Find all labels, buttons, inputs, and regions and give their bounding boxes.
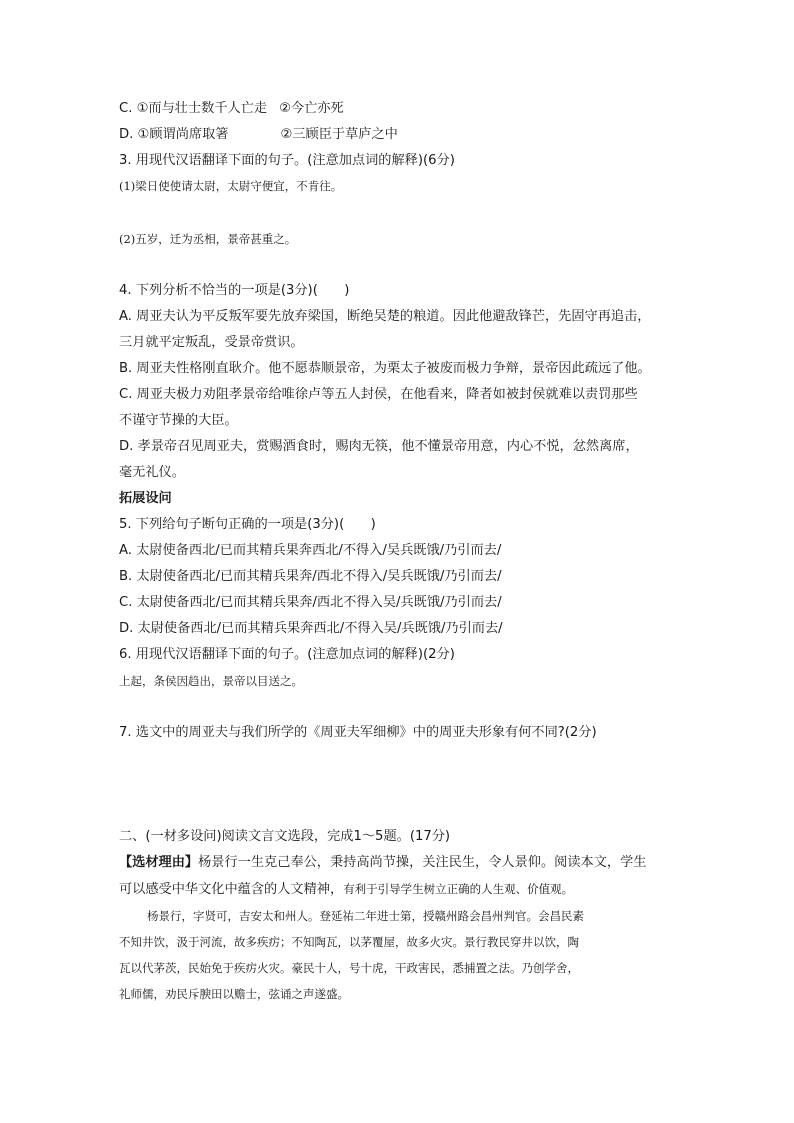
q3-sentence-1: (1)梁日使使请太尉，太尉守便宜，不肯往。: [119, 179, 343, 193]
q4-option-c-line1: C. 周亚夫极力劝阻孝景帝给唯徐卢等五人封侯，在他看来，降者如被封侯就难以责罚那些: [119, 387, 638, 402]
q4-option-d-line1: D. 孝景帝召见周亚夫，赏赐酒食时，赐肉无筷，他不懂景帝用意，内心不悦，忿然离席，: [119, 439, 639, 454]
q2-option-c: [119, 100, 344, 118]
q3-stem: 3. 用现代汉语翻译下面的句子。(注意加点词的解释)(6分): [119, 153, 455, 168]
q5-option-c: C. 太尉使备西北/已而其精兵果奔/西北不得入吴/兵既饿/乃引而去/: [119, 595, 502, 610]
q4-option-b: B. 周亚夫性格刚直耿介。他不愿恭顺景帝，为栗太子被废而极力争辩，景帝因此疏远了他。: [119, 361, 651, 376]
q4-option-d-line2: 毫无礼仪。: [119, 465, 185, 480]
q5-option-a: A. 太尉使备西北/已而其精兵果奔西北/不得入/吴兵既饿/乃引而去/: [119, 543, 502, 558]
passage-line-3: 瓦以代茅茨，民始免于疾疠火灾。豪民十人，号十虎，干政害民，悉捕置之法。乃创学舍，: [119, 961, 579, 975]
passage-line-1: 杨景行，字贤可，吉安太和州人。登延祐二年进士第，授赣州路会昌州判官。会昌民素: [147, 909, 584, 923]
reason-label: 【选材理由】: [119, 855, 199, 870]
q2-option-c-part2: ②今亡亦死: [279, 101, 344, 116]
q3-sentence-2: (2)五岁，迁为丞相，景帝甚重之。: [119, 232, 297, 246]
q7-stem: 7. 选文中的周亚夫与我们所学的《周亚夫军细柳》中的周亚夫形象有何不同?(2分): [119, 725, 597, 740]
reason-text-1: 杨景行一生克己奉公，秉持高尚节操，关注民生，令人景仰。阅读本文，学生: [198, 855, 647, 870]
q2-option-d-part2: ②三顾臣于草庐之中: [280, 127, 398, 142]
q6-stem: 6. 用现代汉语翻译下面的句子。(注意加点词的解释)(2分): [119, 647, 455, 662]
q4-stem: 4. 下列分析不恰当的一项是(3分)( ): [119, 283, 350, 298]
part2-title: 二、(一材多设问)阅读文言文选段，完成1～5题。(17分): [119, 829, 451, 844]
passage-line-4: 礼师儒，劝民斥腴田以赡士，弦诵之声遂盛。: [119, 987, 349, 1001]
q4-option-a-line1: A. 周亚夫认为平反叛军要先放弃梁国，断绝吴楚的粮道。因此他避敌锋芒，先固守再追击，: [119, 309, 651, 324]
q4-option-a-line2: 三月就平定叛乱，受景帝赏识。: [119, 335, 304, 350]
q2-option-c-part1: C. ①而与壮士数千人亡走: [119, 101, 268, 116]
passage-line-2: 不知井饮，汲于河流，故多疾疠；不知陶瓦，以茅覆屋，故多火灾。景行教民穿井以饮，陶: [119, 935, 579, 949]
q2-option-d-part1: D. ①顾谓尚席取箸: [119, 127, 229, 142]
q4-option-c-line2: 不谨守节操的大臣。: [119, 413, 238, 428]
q2-option-d: [119, 126, 398, 144]
q5-stem: 5. 下列给句子断句正确的一项是(3分)( ): [119, 517, 376, 532]
part2-reason-line1: [119, 854, 647, 872]
section-extend-heading: 拓展设问: [119, 491, 172, 506]
q5-option-d: D. 太尉使备西北/已而其精兵果奔西北/不得入吴/兵既饿/乃引而去/: [119, 621, 503, 636]
part2-reason-line2: [119, 880, 573, 899]
q6-sentence-1: 上起，条侯因趋出，景帝以目送之。: [119, 674, 303, 688]
reason-text-2b: 有利于引导学生树立正确的人生观、价值观。: [343, 882, 574, 896]
q5-option-b: B. 太尉使备西北/已而其精兵果奔/西北不得入/吴兵既饿/乃引而去/: [119, 569, 502, 584]
reason-text-2a: 可以感受中华文化中蕴含的人文精神，: [119, 882, 344, 897]
